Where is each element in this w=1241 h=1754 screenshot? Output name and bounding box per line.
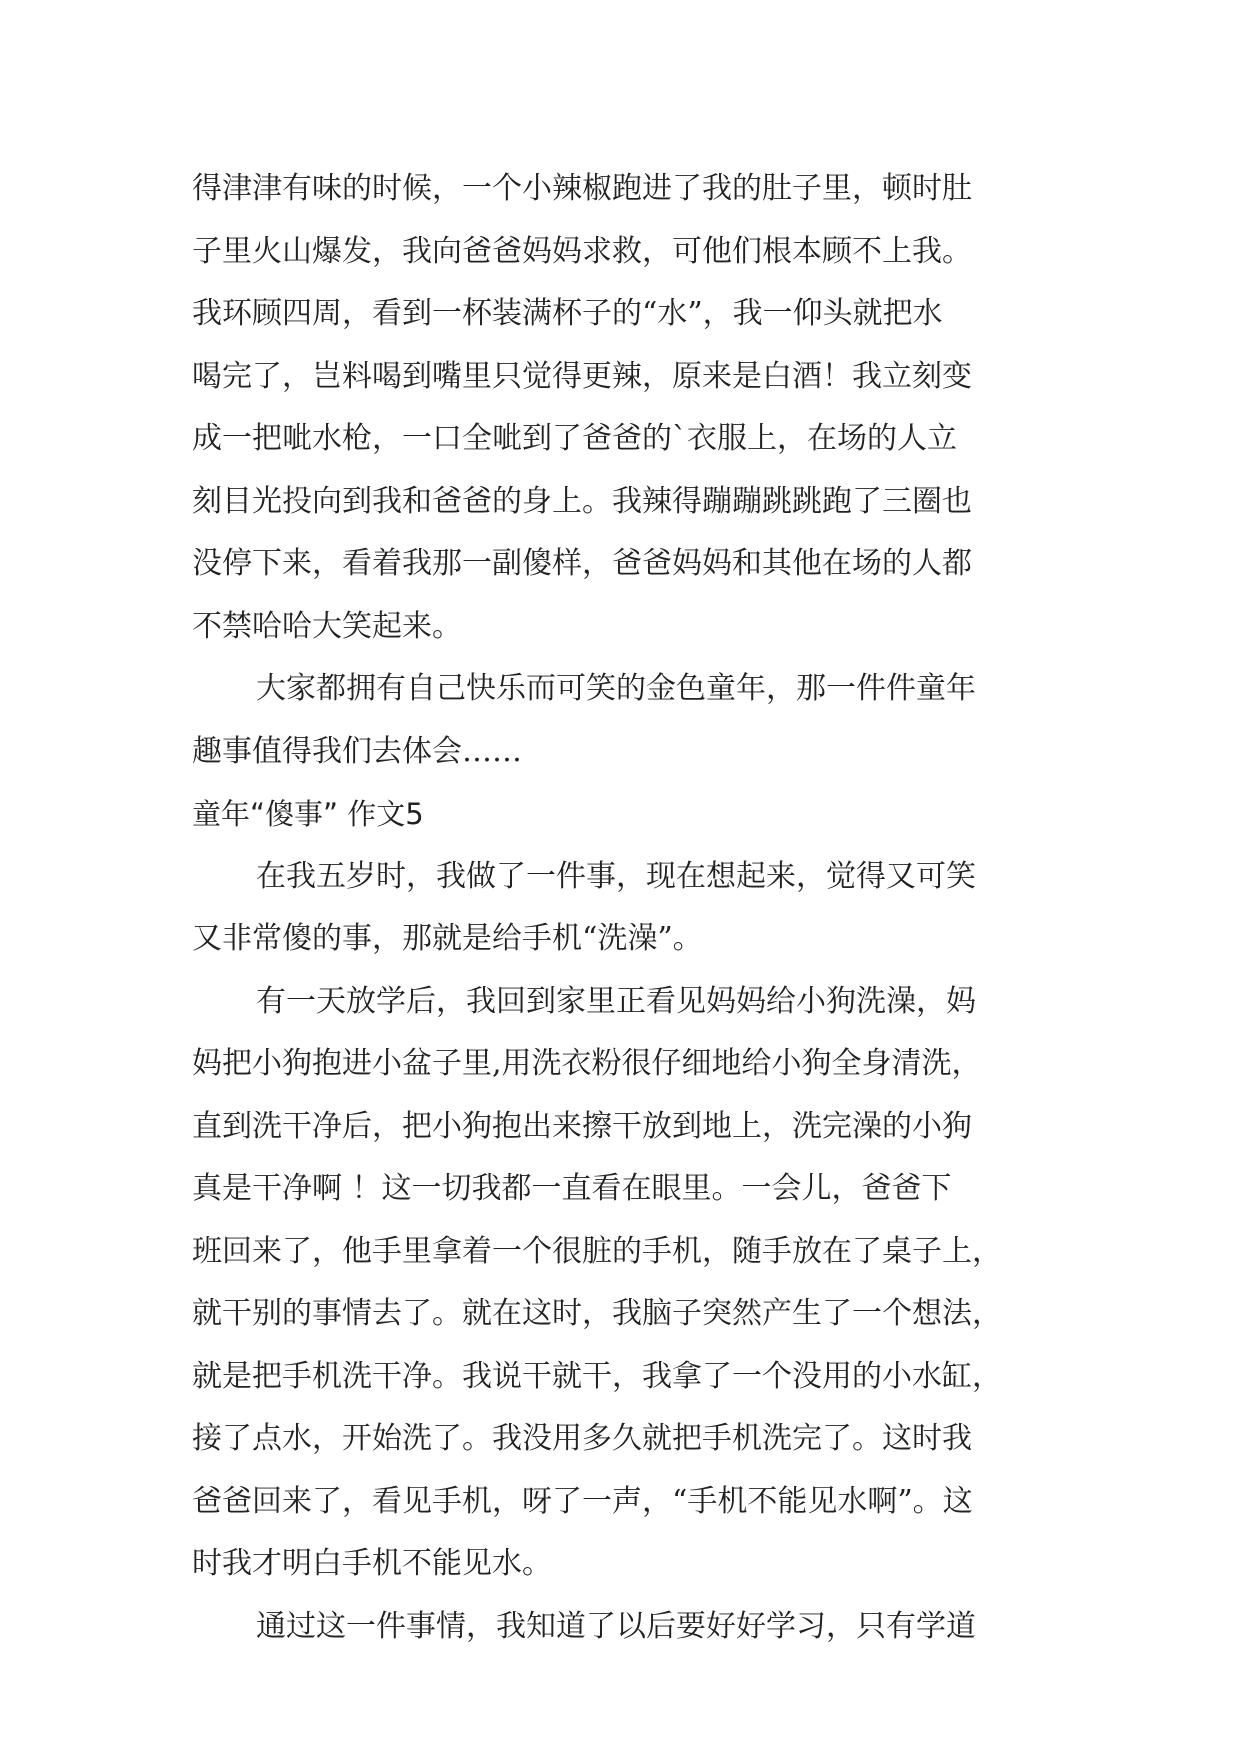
paragraph-start-line: 有一天放学后，我回到家里正看见妈妈给小狗洗澡，妈 <box>256 983 976 1019</box>
text-line: 不禁哈哈大笑起来。 <box>192 608 462 644</box>
text-line: 子里火山爆发，我向爸爸妈妈求救，可他们根本顾不上我。 <box>192 233 972 269</box>
text-line: 得津津有味的时候，一个小辣椒跑进了我的肚子里，顿时肚 <box>192 171 972 206</box>
essay-text-block <box>192 158 1092 1658</box>
text-line: 喝完了，岂料喝到嘴里只觉得更辣，原来是白酒！我立刻变 <box>192 358 972 394</box>
paragraph-start-line: 在我五岁时，我做了一件事，现在想起来，觉得又可笑 <box>256 858 976 894</box>
text-line: 成一把呲水枪，一口全呲到了爸爸的`衣服上，在场的人立 <box>192 421 957 456</box>
text-line: 真是干净啊 ！这一切我都一直看在眼里。一会儿，爸爸下 <box>192 1171 952 1206</box>
text-line: 时我才明白手机不能见水。 <box>192 1546 552 1581</box>
text-line: 就干别的事情去了。就在这时，我脑子突然产生了一个想法， <box>192 1296 1002 1331</box>
text-line: 爸爸回来了，看见手机，呀了一声，“手机不能见水啊”。这 <box>192 1483 973 1519</box>
text-line: 妈把小狗抱进小盆子里,用洗衣粉很仔细地给小狗全身清洗， <box>192 1046 982 1081</box>
text-line: 趣事值得我们去体会…… <box>192 733 522 769</box>
text-line: 没停下来，看着我那一副傻样，爸爸妈妈和其他在场的人都 <box>192 546 972 581</box>
paragraph-start-line: 大家都拥有自己快乐而可笑的金色童年，那一件件童年 <box>256 671 976 706</box>
text-line: 又非常傻的事，那就是给手机“洗澡”。 <box>192 921 703 956</box>
paragraph-start-line: 通过这一件事情，我知道了以后要好好学习，只有学道 <box>256 1608 976 1644</box>
essay-heading: 童年“傻事” 作文5 <box>192 797 424 831</box>
text-line: 就是把手机洗干净。我说干就干，我拿了一个没用的小水缸， <box>192 1358 1002 1394</box>
text-line: 直到洗干净后，把小狗抱出来擦干放到地上，洗完澡的小狗 <box>192 1108 972 1144</box>
text-line: 班回来了，他手里拿着一个很脏的手机，随手放在了桌子上， <box>192 1233 1002 1269</box>
text-line: 刻目光投向到我和爸爸的身上。我辣得蹦蹦跳跳跑了三圈也 <box>192 483 972 519</box>
text-line: 接了点水，开始洗了。我没用多久就把手机洗完了。这时我 <box>192 1421 972 1456</box>
text-line: 我环顾四周，看到一杯装满杯子的“水”，我一仰头就把水 <box>192 296 943 331</box>
